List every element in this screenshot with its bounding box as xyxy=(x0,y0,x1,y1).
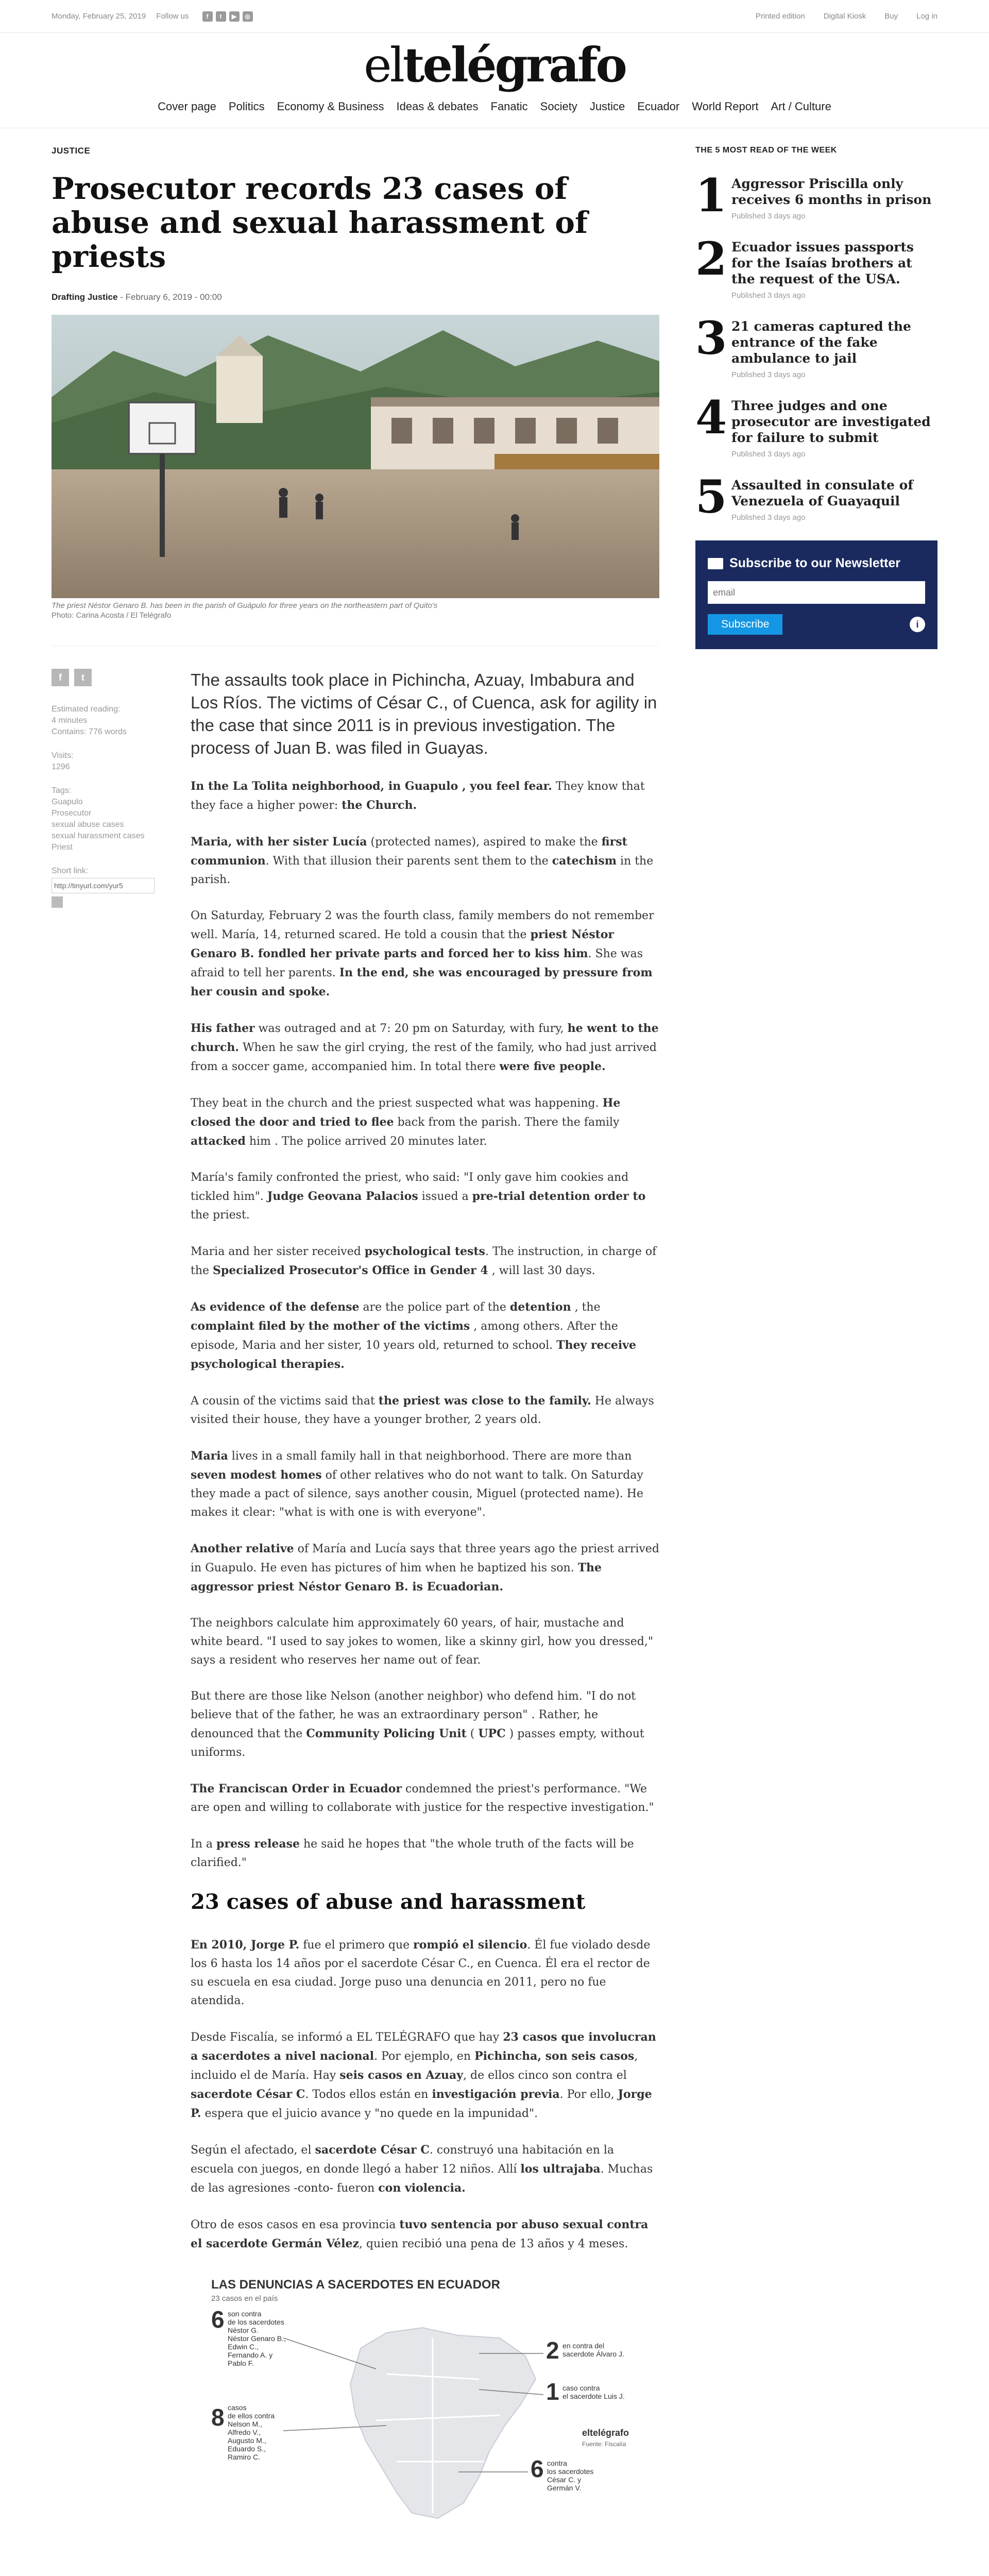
paragraph: On Saturday, February 2 was the fourth class, family members do not remember well. María, 14, returned scared. He told a cousin that the priest Néstor Genaro B. fondled her private parts and forced her to kiss him. She was afraid to tell her parents. In the end, she was encouraged by pressure from her cousin and spoke. xyxy=(191,909,654,998)
nav-politics[interactable]: Politics xyxy=(228,100,265,113)
svg-text:de ellos contra: de ellos contra xyxy=(228,2412,275,2420)
tag-link[interactable]: sexual harassment cases xyxy=(52,832,145,840)
svg-text:Pablo F.: Pablo F. xyxy=(228,2359,254,2367)
section-heading: 23 cases of abuse and harassment xyxy=(191,1890,586,1914)
paragraph: Maria, with her sister Lucía (protected names), aspired to make the first communion. With that illusion their parents sent them to the catechism in the parish. xyxy=(191,835,654,886)
svg-text:caso contra: caso contra xyxy=(562,2384,600,2392)
twitter-icon[interactable]: t xyxy=(216,11,226,22)
visits-info xyxy=(52,750,165,773)
article-meta xyxy=(52,669,165,2576)
paragraph: Maria and her sister received psychological tests. The instruction, in charge of the Specialized Prosecutor's Office in Gender 4 , will last 30 days. xyxy=(191,1245,657,1277)
info-icon[interactable]: i xyxy=(910,617,925,632)
masthead xyxy=(0,33,989,97)
svg-text:de los sacerdotes: de los sacerdotes xyxy=(228,2318,284,2326)
tag-link[interactable]: Priest xyxy=(52,843,73,852)
log-in-link[interactable]: Log in xyxy=(916,12,937,21)
paragraph: In the La Tolita neighborhood, in Guapulo , you feel fear. They know that they face a higher power: the Church. xyxy=(191,779,645,812)
nav-ecuador[interactable]: Ecuador xyxy=(637,100,680,113)
page-columns xyxy=(0,128,989,2576)
copy-icon[interactable] xyxy=(52,896,63,908)
svg-text:César C. y: César C. y xyxy=(547,2476,582,2484)
svg-text:8: 8 xyxy=(211,2404,225,2431)
article-lead: The assaults took place in Pichincha, Azuay, Imbabura and Los Ríos. The victims of César C., of Cuenca, ask for agility in the case that since 2011 is in previous investigation. The process of Juan B. was filed in Guayas. xyxy=(191,670,657,757)
subscribe-button[interactable]: Subscribe xyxy=(708,614,782,635)
paragraph: The Franciscan Order in Ecuador condemned the priest's performance. "We are open and willing to collaborate with justice for the respective investigation." xyxy=(191,1782,654,1814)
paragraph: As evidence of the defense are the police part of the detention , the complaint filed by the mother of the victims , among others. After the episode, Maria and her sister, 10 years old, returned to school. They receive psychological therapies. xyxy=(191,1300,637,1371)
svg-text:Néstor Genaro B.,: Néstor Genaro B., xyxy=(228,2334,286,2343)
most-read-heading: THE 5 MOST READ OF THE WEEK xyxy=(695,146,837,155)
svg-text:casos: casos xyxy=(228,2403,247,2412)
follow-us-label: Follow us xyxy=(156,12,189,21)
map-subtitle: 23 casos en el país xyxy=(211,2294,278,2303)
short-link xyxy=(52,866,165,911)
current-date: Monday, February 25, 2019 xyxy=(52,12,146,21)
nav-fanatic[interactable]: Fanatic xyxy=(490,100,528,113)
top-bar-links xyxy=(756,12,937,21)
svg-text:contra: contra xyxy=(547,2459,567,2467)
paragraph: Según el afectado, el sacerdote César C. construyó una habitación en la escuela con juegos, en donde llegó a haber 12 niños. Allí los ultrajaba. Muchas de las agresiones -conto- fueron con violencia. xyxy=(191,2143,653,2195)
paragraph: The neighbors calculate him approximately 60 years, of hair, mustache and white beard. "I used to say jokes to women, like a skinny girl, how you dressed," says a resident who reserves her name out of fear. xyxy=(191,1617,653,1667)
publish-date: - February 6, 2019 - 00:00 xyxy=(120,292,222,302)
paragraph: His father was outraged and at 7: 20 pm on Saturday, with fury, he went to the church. When he saw the girl crying, the rest of the family, who had just arrived from a soccer game, accompanied him. In total there were five people. xyxy=(191,1022,659,1073)
instagram-icon[interactable]: ◎ xyxy=(243,11,253,22)
visits-label: Visits: xyxy=(52,751,74,760)
article-column xyxy=(52,146,659,2576)
photo-credit: Photo: Carina Acosta / El Telégrafo xyxy=(52,611,659,646)
photo-caption: The priest Néstor Genaro B. has been in the parish of Guápulo for three years on the northeastern part of Quito's xyxy=(52,601,438,610)
reading-time: 4 minutes xyxy=(52,716,88,725)
parish-courtyard-photo xyxy=(52,315,659,598)
svg-text:Edwin C.,: Edwin C., xyxy=(228,2343,259,2351)
nav-art-culture[interactable]: Art / Culture xyxy=(771,100,831,113)
most-read-item[interactable]: 5 Assaulted in consulate of Venezuela of Guayaquil Published 3 days ago xyxy=(695,470,914,523)
paragraph: But there are those like Nelson (another neighbor) who defend him. "I do not believe that of the father, he was an extraordinary person" . Rather, he denounced that the Community Policing Unit ( UPC ) passes empty, without uniforms. xyxy=(191,1690,644,1759)
top-bar xyxy=(0,0,989,33)
author[interactable]: Drafting Justice xyxy=(52,292,118,302)
map-graphic xyxy=(191,2271,659,2576)
nav-justice[interactable]: Justice xyxy=(589,100,625,113)
main-nav xyxy=(0,97,989,128)
svg-text:sacerdote Álvaro J.: sacerdote Álvaro J. xyxy=(562,2350,624,2358)
tags-label: Tags: xyxy=(52,786,72,795)
svg-text:en contra del: en contra del xyxy=(562,2342,604,2350)
nav-cover-page[interactable]: Cover page xyxy=(158,100,216,113)
article-body-wrap xyxy=(52,669,659,2576)
paragraph: En 2010, Jorge P. fue el primero que rompió el silencio. Él fue violado desde los 6 hasta los 14 años por el sacerdote César C., en Cuenca. Él era el rector de su escuela en esa ciudad. Jorge puso una denuncia en 2011, pero no fue atendida. xyxy=(191,1938,651,2007)
svg-text:son contra: son contra xyxy=(228,2310,262,2318)
paragraph: Another relative of María and Lucía says that three years ago the priest arrived in Guapulo. He even has pictures of him when he baptized his son. The aggressor priest Néstor Genaro B. is Ecuadorian. xyxy=(191,1542,659,1594)
newsletter-email-input[interactable] xyxy=(708,581,925,604)
tags-list xyxy=(52,785,165,853)
paragraph: Maria lives in a small family hall in that neighborhood. There are more than seven modest homes of other relatives who do not want to talk. On Saturday they made a pact of silence, says another cousin, Miguel (protected name). He makes it clear: "what is with one is with everyone". xyxy=(191,1449,644,1519)
map-title: LAS DENUNCIAS A SACERDOTES EN ECUADOR xyxy=(211,2278,500,2292)
printed-edition-link[interactable]: Printed edition xyxy=(755,12,805,21)
svg-text:Eduardo S.,: Eduardo S., xyxy=(228,2445,266,2453)
most-read-item[interactable]: 4 Three judges and one prosecutor are investigated for failure to submit Published 3 days ago xyxy=(695,391,931,459)
svg-text:Nelson M.,: Nelson M., xyxy=(228,2420,262,2428)
youtube-icon[interactable]: ▶ xyxy=(229,11,240,22)
section-tag[interactable]: JUSTICE xyxy=(52,146,91,156)
svg-text:Germán V.: Germán V. xyxy=(547,2484,582,2492)
newsletter-actions xyxy=(708,614,925,635)
article-body xyxy=(191,669,659,2576)
byline xyxy=(52,292,659,302)
short-link-field[interactable]: http://tinyurl.com/yur5 xyxy=(52,878,155,893)
share-twitter-icon[interactable]: t xyxy=(74,669,92,686)
svg-text:Augusto M.,: Augusto M., xyxy=(228,2436,266,2445)
paragraph: A cousin of the victims said that the priest was close to the family. He always visited their house, they have a younger brother, 2 years old. xyxy=(191,1394,654,1426)
map-brand: eltelégrafo xyxy=(582,2428,629,2438)
site-logo[interactable]: eltelégrafo xyxy=(364,37,625,93)
envelope-icon xyxy=(708,558,723,569)
digital-kiosk-link[interactable]: Digital Kiosk xyxy=(823,12,866,21)
svg-text:Ramiro C.: Ramiro C. xyxy=(228,2453,261,2461)
nav-world-report[interactable]: World Report xyxy=(692,100,759,113)
paragraph: Desde Fiscalía, se informó a EL TELÉGRAFO que hay 23 casos que involucran a sacerdotes a nivel nacional. Por ejemplo, en Pichincha, son seis casos, incluido el de María. Hay seis casos en Azuay, de ellos cinco son contra el sacerdote César C. Todos ellos están en investigación previa. Por ello, Jorge P. espera que el juicio avance y "no quede en la impunidad". xyxy=(191,2030,656,2120)
svg-text:los sacerdotes: los sacerdotes xyxy=(547,2467,594,2476)
share-facebook-icon[interactable]: f xyxy=(52,669,69,686)
paragraph: They beat in the church and the priest suspected what was happening. He closed the door and tried to flee back from the parish. There the family attacked him . The police arrived 20 minutes later. xyxy=(191,1096,621,1148)
map-source: Fuente: Fiscalía xyxy=(582,2441,626,2448)
ecuador-cases-map xyxy=(191,2271,659,2576)
reading-label: Estimated reading: xyxy=(52,705,121,714)
svg-text:6: 6 xyxy=(531,2455,544,2482)
word-count: Contains: 776 words xyxy=(52,727,127,736)
sidebar xyxy=(695,146,937,2576)
svg-text:Fernando A. y: Fernando A. y xyxy=(228,2351,273,2359)
top-bar-left xyxy=(52,11,253,22)
hero-photo xyxy=(52,315,659,598)
newsletter-heading: Subscribe to our Newsletter xyxy=(708,556,925,571)
tag-link[interactable]: Guapulo xyxy=(52,798,83,806)
buy-link[interactable]: Buy xyxy=(884,12,898,21)
tag-link[interactable]: sexual abuse cases xyxy=(52,820,124,829)
nav-society[interactable]: Society xyxy=(540,100,577,113)
svg-text:el sacerdote Luis J.: el sacerdote Luis J. xyxy=(562,2392,625,2400)
paragraph: In a press release he said he hopes that "the whole truth of the facts will be clarified." xyxy=(191,1837,634,1869)
svg-text:6: 6 xyxy=(211,2306,225,2333)
svg-text:1: 1 xyxy=(546,2378,559,2405)
share-buttons xyxy=(52,669,165,686)
visits-count: 1296 xyxy=(52,762,70,771)
most-read-item[interactable]: 3 21 cameras captured the entrance of the fake ambulance to jail Published 3 days ago xyxy=(695,311,911,379)
short-link-label: Short link: xyxy=(52,867,89,875)
svg-text:2: 2 xyxy=(546,2337,559,2364)
nav-economy-business[interactable]: Economy & Business xyxy=(277,100,384,113)
social-links xyxy=(202,11,253,22)
article-title: Prosecutor records 23 cases of abuse and sexual harassment of priests xyxy=(52,171,588,274)
reading-info xyxy=(52,704,165,738)
tag-link[interactable]: Prosecutor xyxy=(52,809,92,818)
most-read-item[interactable]: 1 Aggressor Priscilla only receives 6 months in prison Published 3 days ago xyxy=(695,168,932,222)
svg-text:Néstor G.: Néstor G. xyxy=(228,2326,259,2334)
most-read-item[interactable]: 2 Ecuador issues passports for the Isaías brothers at the request of the USA. Published 3 days ago xyxy=(695,232,914,300)
svg-text:Alfredo V.,: Alfredo V., xyxy=(228,2428,261,2436)
paragraph: Otro de esos casos en esa provincia tuvo sentencia por abuso sexual contra el sacerdote Germán Vélez, quien recibió una pena de 13 años y 4 meses. xyxy=(191,2218,649,2250)
nav-ideas-debates[interactable]: Ideas & debates xyxy=(396,100,479,113)
newsletter-box xyxy=(695,540,937,649)
paragraph: María's family confronted the priest, who said: "I only gave him cookies and tickled him". Judge Geovana Palacios issued a pre-trial detention order to the priest. xyxy=(191,1171,646,1222)
facebook-icon[interactable]: f xyxy=(202,11,213,22)
